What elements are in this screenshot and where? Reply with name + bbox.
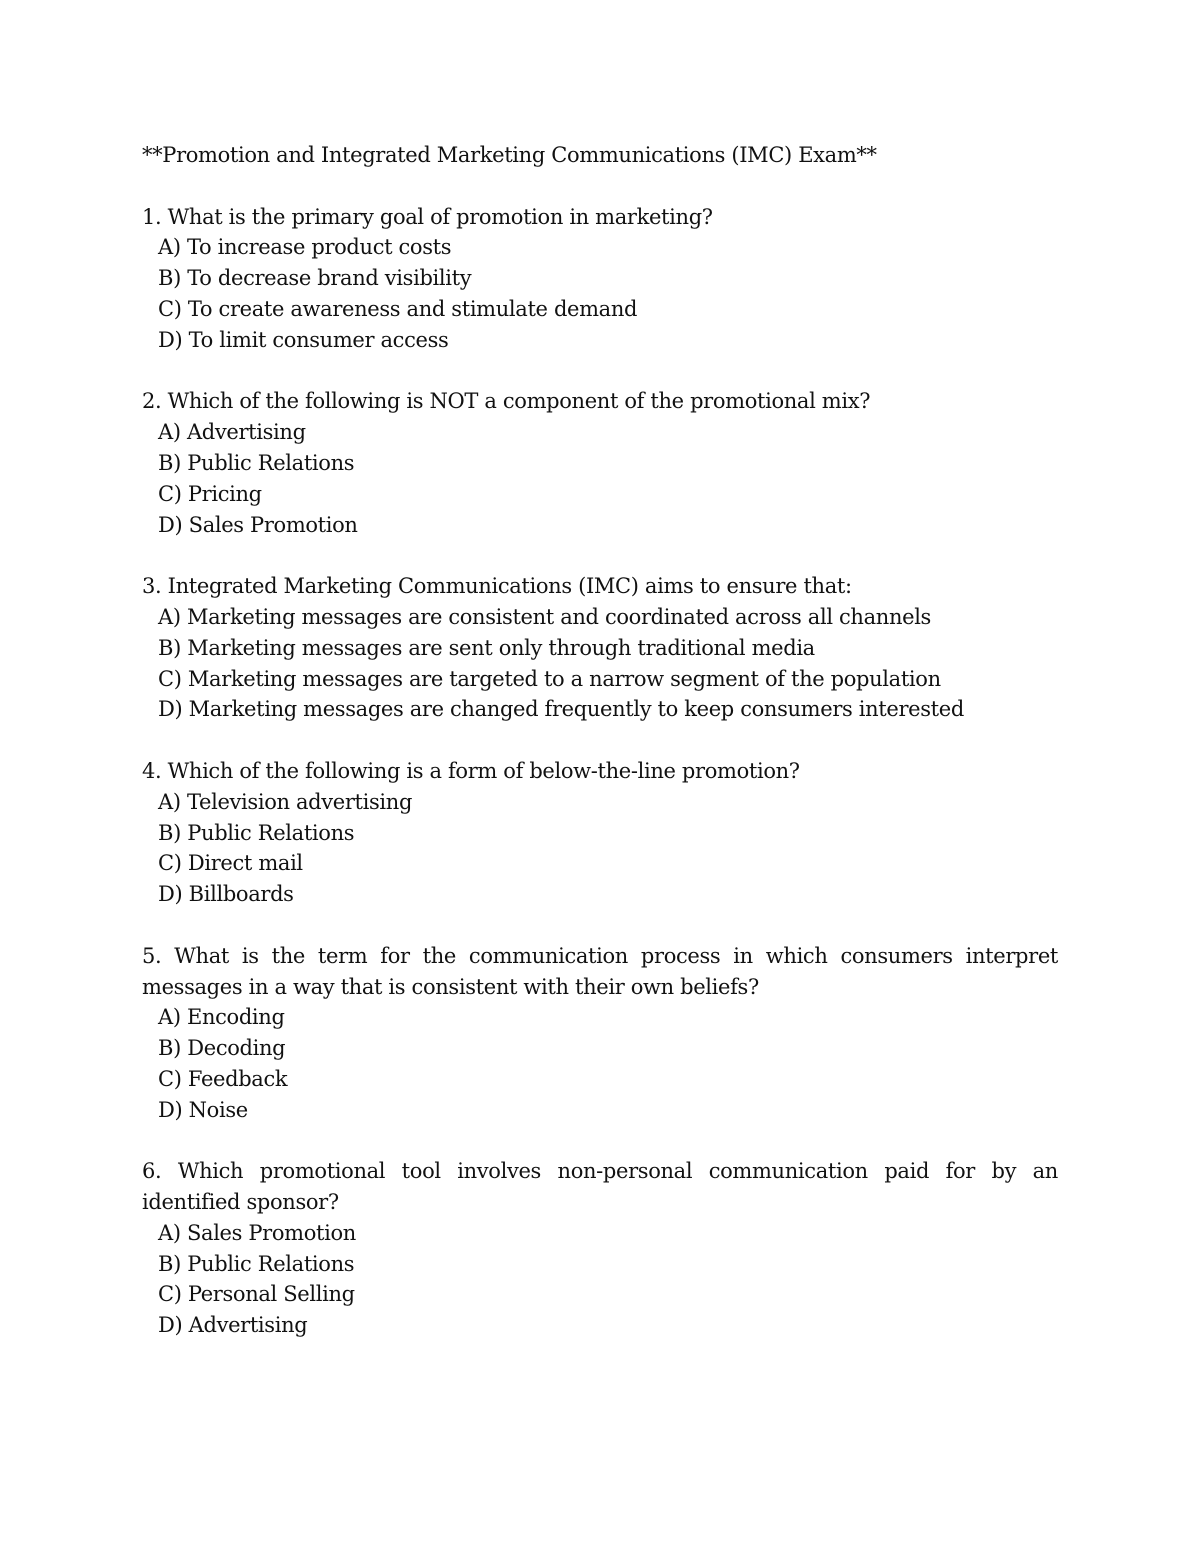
answer-option: A) Marketing messages are consistent and coordinated across all channels xyxy=(158,604,931,629)
answer-option: D) Marketing messages are changed frequently to keep consumers interested xyxy=(158,697,964,722)
answer-option: D) Billboards xyxy=(158,882,294,907)
question-text: 1. What is the primary goal of promotion in marketing? xyxy=(142,204,713,229)
answer-option: B) Public Relations xyxy=(158,1251,355,1276)
answer-option: C) Direct mail xyxy=(158,851,303,876)
question-4 xyxy=(142,756,1058,910)
question-2 xyxy=(142,386,1058,540)
answer-option: B) Decoding xyxy=(158,1036,286,1061)
answer-option: A) Sales Promotion xyxy=(158,1220,356,1245)
document-content xyxy=(142,140,1058,1341)
question-5 xyxy=(142,941,1058,1126)
question-text: 6. Which promotional tool involves non-personal communication paid for by an identified sponsor? xyxy=(142,1159,1058,1215)
answer-options xyxy=(142,1218,1058,1341)
answer-option: D) Noise xyxy=(158,1097,248,1122)
question-text: 2. Which of the following is NOT a component of the promotional mix? xyxy=(142,389,871,414)
question-text: 4. Which of the following is a form of below-the-line promotion? xyxy=(142,758,800,783)
answer-option: B) Marketing messages are sent only through traditional media xyxy=(158,635,815,660)
answer-options xyxy=(142,417,1058,540)
answer-option: C) Feedback xyxy=(158,1066,288,1091)
question-1 xyxy=(142,202,1058,356)
question-6 xyxy=(142,1156,1058,1341)
answer-options xyxy=(142,1002,1058,1125)
answer-option: D) Advertising xyxy=(158,1313,308,1338)
answer-options xyxy=(142,787,1058,910)
answer-option: A) To increase product costs xyxy=(158,235,452,260)
answer-option: B) Public Relations xyxy=(158,820,355,845)
answer-option: C) Personal Selling xyxy=(158,1282,355,1307)
answer-option: B) Public Relations xyxy=(158,450,355,475)
question-3 xyxy=(142,571,1058,725)
answer-option: C) Marketing messages are targeted to a narrow segment of the population xyxy=(158,666,941,691)
question-text: 5. What is the term for the communication process in which consumers interpret messages in a way that is consistent with their own beliefs? xyxy=(142,943,1058,999)
answer-option: A) Encoding xyxy=(158,1005,285,1030)
question-text: 3. Integrated Marketing Communications (IMC) aims to ensure that: xyxy=(142,574,852,599)
answer-option: A) Television advertising xyxy=(158,789,413,814)
answer-option: C) Pricing xyxy=(158,481,262,506)
answer-option: D) To limit consumer access xyxy=(158,327,449,352)
answer-options xyxy=(142,602,1058,725)
answer-option: D) Sales Promotion xyxy=(158,512,358,537)
answer-option: B) To decrease brand visibility xyxy=(158,266,472,291)
answer-option: C) To create awareness and stimulate demand xyxy=(158,296,638,321)
answer-options xyxy=(142,232,1058,355)
answer-option: A) Advertising xyxy=(158,420,306,445)
exam-title: **Promotion and Integrated Marketing Communications (IMC) Exam** xyxy=(142,143,877,167)
